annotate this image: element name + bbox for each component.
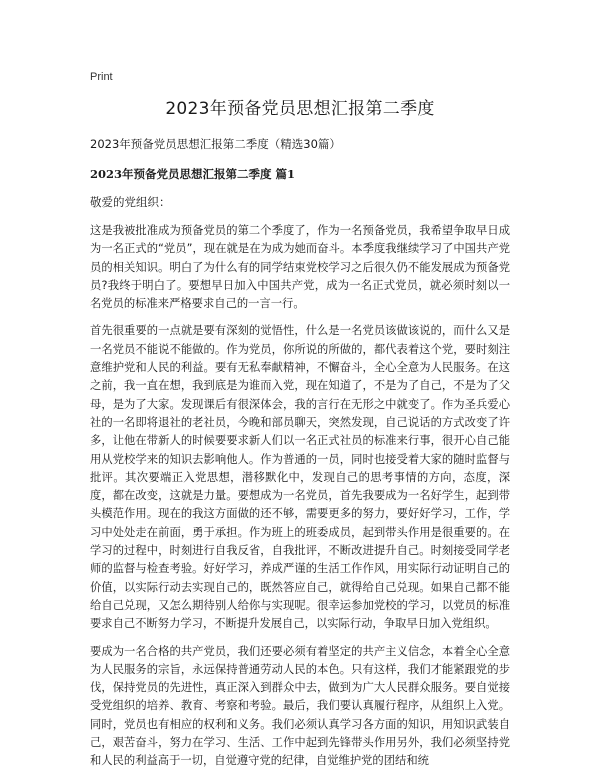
document-subtitle: 2023年预备党员思想汇报第二季度（精选30篇）: [90, 137, 341, 151]
salutation: 敬爱的党组织：: [90, 195, 171, 209]
document-title: 2023年预备党员思想汇报第二季度: [165, 99, 435, 119]
paragraph-3: 要成为一名合格的共产党员，我们还要必须有着坚定的共产主义信念，本着全心全意为人民服务的宗旨，永远保持普通劳动人民的本色。只有这样，我们才能紧跟党的步伐，保持党员的先进性，真正深入到群众中去，做到为广大人民群众服务。要自觉接受党组织的培养、教育、考察和考验。最后，我们要认真履行程序，从组织上入党。同时，党员也有相应的权利和义务。我们必须认真学习各方面的知识，用知识武装自己，艰苦奋斗，努力在学习、生活、工作中起到先锋带头作用另外，我们必须坚持党和人民的利益高于一切，自觉遵守党的纪律，自觉维护党的团结和统: [90, 644, 510, 768]
paragraph-1: 这是我被批准成为预备党员的第二个季度了，作为一名预备党员，我希望争取早日成为一名正式的“党员”，现在就是在为成为她而奋斗。本季度我继续学习了中国共产党员的相关知识。明白了为什么有的同学结束党校学习之后很久仍不能发展成为预备党员?我终于明白了。要想早日加入中国共产党，成为一名正式党员，就必须时刻以一名党员的标准来严格要求自己的一言一行。: [90, 224, 510, 311]
print-label: Print: [90, 71, 113, 83]
paragraph-2: 首先很重要的一点就是要有深刻的觉悟性，什么是一名党员该做该说的，而什么又是一名党员不能说不能做的。作为党员，你所说的所做的，都代表着这个党，要时刻注意维护党和人民的利益。要有无私奉献精神，不懈奋斗，全心全意为人民服务。在这之前，我一直在想，我到底是为谁而入党，现在知道了，不是为了自己，不是为了父母，是为了大家。发现课后有很深体会，我的言行在无形之中就变了。作为圣兵爱心社的一名即将退社的老社员，今晚和部员聊天，突然发现，自己说话的方式改变了许多，让他在带新人的时候要要求新人们以一名正式社员的标准来行事，很开心自己能用从党校学来的知识去影响他人。作为普通的一员，同时也接受着大家的随时监督与批评。其次要端正入党思想，潜移默化中，发现自己的思考事情的方向，态度，深度，都在改变，这就是力量。要想成为一名党员，首先我要成为一名好学生，起到带头模范作用。现在的我这方面做的还不够，需要更多的努力，要好好学习，工作，学习中处处走在前面，勇于承担。作为班上的班委成员，起到带头作用是很重要的。在学习的过程中，时刻进行自我反省，自我批评，不断改进提升自己。时刻接受同学老师的监督与检查考验。好好学习，养成严谨的生活工作作风，用实际行动证明自己的价值，以实际行动去实现自己的，既然答应自己，就得给自己兑现。如果自己都不能给自己兑现，又怎么期待别人给你与实现呢。很幸运参加党校的学习，以党员的标准要求自己不断努力学习，不断提升发展自己，以实际行动，争取早日加入党组织。: [90, 324, 510, 631]
section-heading: 2023年预备党员思想汇报第二季度 篇1: [90, 167, 296, 181]
